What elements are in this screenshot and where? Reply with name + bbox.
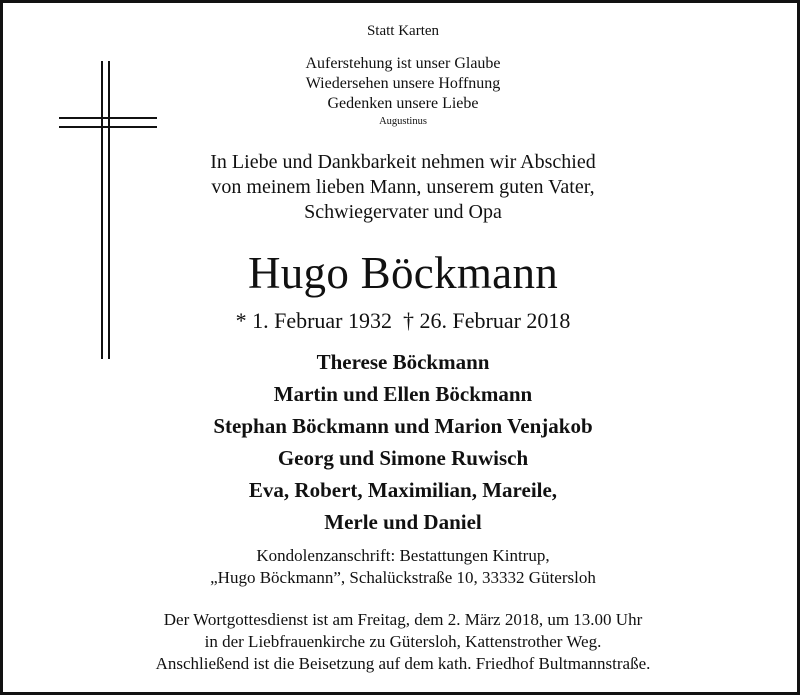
family-line: Eva, Robert, Maximilian, Mareile, xyxy=(248,478,558,502)
family-line: Martin und Ellen Böckmann xyxy=(273,382,533,406)
service-line: Der Wortgottesdienst ist am Freitag, dem 2. März 2018, um 13.00 Uhr xyxy=(163,610,643,629)
header-text: Statt Karten xyxy=(366,23,440,39)
quote-author: Augustinus xyxy=(379,116,427,127)
quote-line: Auferstehung ist unser Glaube xyxy=(305,55,501,72)
family-line: Stephan Böckmann und Marion Venjakob xyxy=(213,414,593,438)
family-line: Merle und Daniel xyxy=(324,510,482,534)
deceased-name: Hugo Böckmann xyxy=(247,248,559,298)
service-line: in der Liebfrauenkirche zu Gütersloh, Kattenstrother Weg. xyxy=(204,632,602,651)
quote-line: Wiedersehen unsere Hoffnung xyxy=(305,75,501,92)
intro-line: In Liebe und Dankbarkeit nehmen wir Abschied xyxy=(210,151,596,173)
condolence-line: „Hugo Böckmann”, Schalückstraße 10, 33332 Gütersloh xyxy=(210,568,596,587)
life-dates: * 1. Februar 1932 † 26. Februar 2018 xyxy=(235,308,571,333)
condolence-line: Kondolenzanschrift: Bestattungen Kintrup, xyxy=(256,546,550,565)
intro-line: Schwiegervater und Opa xyxy=(304,201,502,223)
service-line: Anschließend ist die Beisetzung auf dem kath. Friedhof Bultmannstraße. xyxy=(155,654,651,673)
family-line: Georg und Simone Ruwisch xyxy=(277,446,529,470)
intro-line: von meinem lieben Mann, unserem guten Vater, xyxy=(211,176,595,198)
quote-line: Gedenken unsere Liebe xyxy=(327,95,479,112)
family-line: Therese Böckmann xyxy=(316,350,490,374)
